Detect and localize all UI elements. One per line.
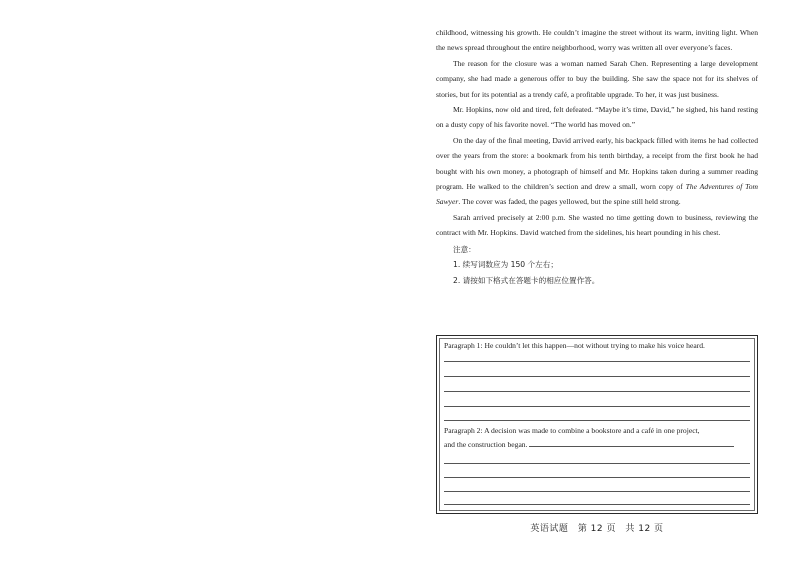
story-paragraph-4-text-a: On the day of the final meeting, David arrived early, his backpack filled with items he had collected over the years from the store: a bookmark from his tenth birthday, a receipt from the first book he had bought with his own money, a photograph of himself and Mr. Hopkins taken during a summer reading program. He walked to the children’s section and drew a small, worn copy of: [436, 135, 758, 192]
writing-line[interactable]: [444, 504, 750, 505]
note-item-2: 2. 请按如下格式在答题卡的相应位置作答。: [453, 275, 600, 285]
page-footer: [436, 521, 758, 534]
answer-box: [436, 335, 758, 514]
story-paragraph-3: Mr. Hopkins, now old and tired, felt defeated. “Maybe it’s time, David,” he sighed, his hand resting on a dusty copy of his favorite novel. “The world has moved on.”: [436, 105, 758, 130]
story-paragraph-1: childhood, witnessing his growth. He couldn’t imagine the street without its warm, inviting light. When the news spread throughout the entire neighborhood, worry was written all over everyone’s faces.: [436, 28, 758, 53]
note-item-1: 1. 续写词数应为 150 个左右；: [453, 260, 558, 270]
story-paragraph-4: [436, 133, 758, 210]
writing-line[interactable]: [444, 477, 750, 478]
story-text: [436, 25, 758, 288]
writing-line[interactable]: [529, 446, 734, 447]
book-title: The Adventures of Tom Sawyer: [436, 182, 758, 207]
footer-total-pages: 共 12 页: [625, 524, 664, 534]
writing-line[interactable]: [444, 361, 750, 362]
writing-line[interactable]: [444, 420, 750, 421]
footer-page-number: 第 12 页: [577, 524, 616, 534]
footer-subject: 英语试题: [530, 524, 569, 534]
paragraph-2-prompt: [444, 424, 750, 452]
paragraph-1-prompt: [444, 339, 750, 353]
writing-line[interactable]: [444, 406, 750, 407]
paragraph-1-prompt-text: Paragraph 1: He couldn’t let this happen—not without trying to make his voice heard.: [444, 341, 705, 350]
writing-line[interactable]: [444, 391, 750, 392]
writing-line[interactable]: [444, 376, 750, 377]
writing-line[interactable]: [444, 463, 750, 464]
story-paragraph-4-text-b: . The cover was faded, the pages yellowed, but the spine still held strong.: [458, 197, 681, 207]
paragraph-2-prompt-text: Paragraph 2: A decision was made to combine a bookstore and a café in one project,: [444, 426, 700, 435]
story-paragraph-5: Sarah arrived precisely at 2:00 p.m. She wasted no time getting down to business, reviewing the contract with Mr. Hopkins. David watched from the sidelines, his heart pounding in his chest.: [436, 212, 758, 238]
story-paragraph-2: The reason for the closure was a woman named Sarah Chen. Representing a large development company, she had made a generous offer to buy the building. She saw the space not for its shelves of stories, but for its potential as a trendy café, a profitable upgrade. To her, it was just business.: [436, 58, 758, 99]
writing-line[interactable]: [444, 491, 750, 492]
paragraph-2-prompt-continuation: and the construction began.: [444, 440, 528, 449]
notes-title: 注意：: [453, 244, 476, 254]
